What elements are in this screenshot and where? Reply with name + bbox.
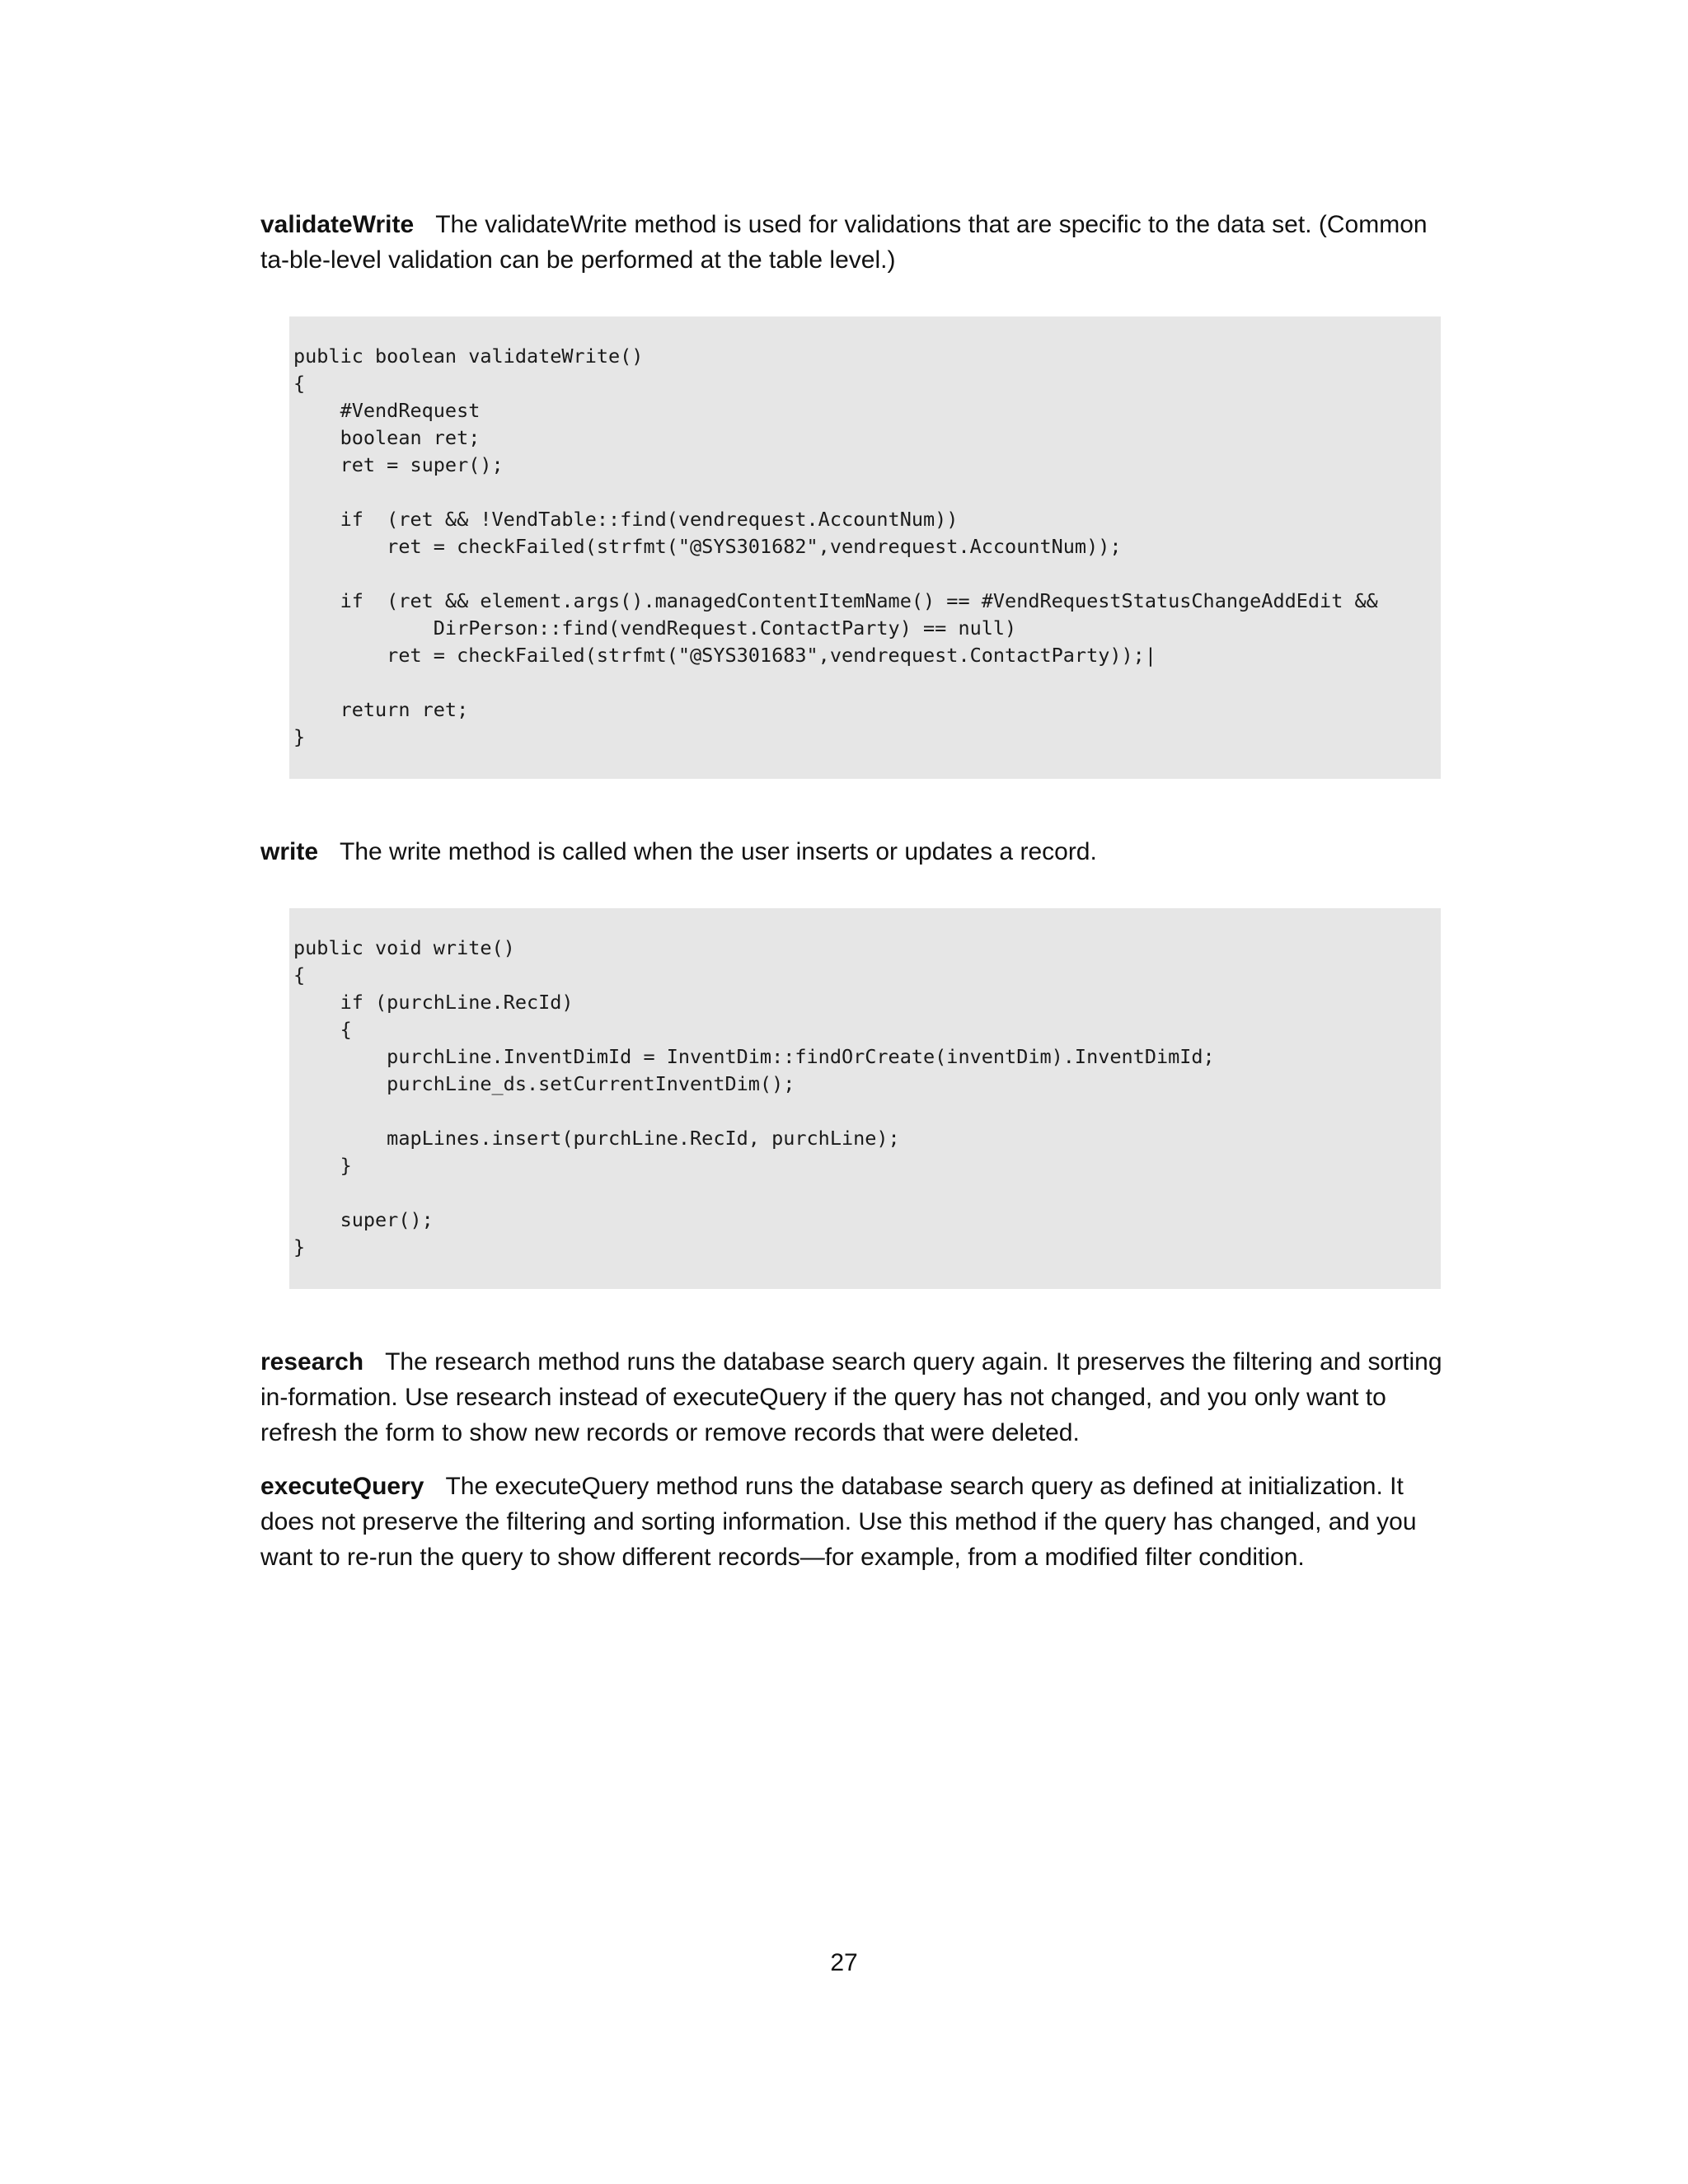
write-term: write [260,838,319,865]
code-line: super(); [293,1208,434,1231]
code-line: mapLines.insert(purchLine.RecId, purchLine); [293,1127,900,1150]
code-line: ret = checkFailed(strfmt("@SYS301682",vendrequest.AccountNum)); [293,535,1122,558]
code-line: } [293,1235,306,1258]
code-line: purchLine.InventDimId = InventDim::findOrCreate(inventDim).InventDimId; [293,1045,1215,1068]
code-line: ret = super(); [293,453,504,476]
code-line [293,1179,1437,1207]
code-line: } [293,725,306,748]
write-description: The write method is called when the user inserts or updates a record. [340,838,1097,865]
validatewrite-description: The validateWrite method is used for validations that are specific to the data set. (Common ta-ble-level validation can be performed at the table level.) [260,211,1428,274]
code-line: { [293,963,306,987]
code-line [293,1098,1437,1125]
validatewrite-term: validateWrite [260,211,415,238]
validatewrite-code-block [289,316,1441,779]
code-line: if (ret && element.args().managedContentItemName() == #VendRequestStatusChangeAddEdit && [293,589,1378,612]
research-paragraph [260,1344,1456,1451]
code-line [293,669,1437,696]
code-line: #VendRequest [293,399,481,422]
write-paragraph [260,834,1456,869]
code-line [293,560,1437,588]
code-line [293,479,1437,506]
code-line: { [293,372,306,395]
code-line: if (purchLine.RecId) [293,991,574,1014]
code-line: public boolean validateWrite() [293,344,644,368]
code-line: ret = checkFailed(strfmt("@SYS301683",vendrequest.ContactParty));| [293,644,1156,667]
code-line: public void write() [293,936,515,959]
executequery-paragraph [260,1469,1456,1575]
code-line: if (ret && !VendTable::find(vendrequest.AccountNum)) [293,508,959,531]
code-line: } [293,1154,352,1177]
executequery-description: The executeQuery method runs the database search query as defined at initialization. It does not preserve the filtering and sorting information. Use this method if the query has changed, and you want to re-run the query to show different records—for example, from a modified filter condition. [260,1473,1417,1571]
code-line: purchLine_ds.setCurrentInventDim(); [293,1072,795,1095]
write-code-block [289,908,1441,1289]
code-line: boolean ret; [293,426,481,449]
research-description: The research method runs the database search query again. It preserves the filtering and sorting in-formation. Use research instead of executeQuery if the query has not changed, and you only want to refresh the form to show new records or remove records that were deleted. [260,1348,1442,1446]
code-line: { [293,1018,352,1041]
research-term: research [260,1348,364,1376]
page-number: 27 [830,1949,858,1976]
code-line: DirPerson::find(vendRequest.ContactParty) == null) [293,616,1017,640]
code-line: return ret; [293,698,469,721]
executequery-term: executeQuery [260,1473,424,1500]
validatewrite-paragraph [260,207,1456,278]
